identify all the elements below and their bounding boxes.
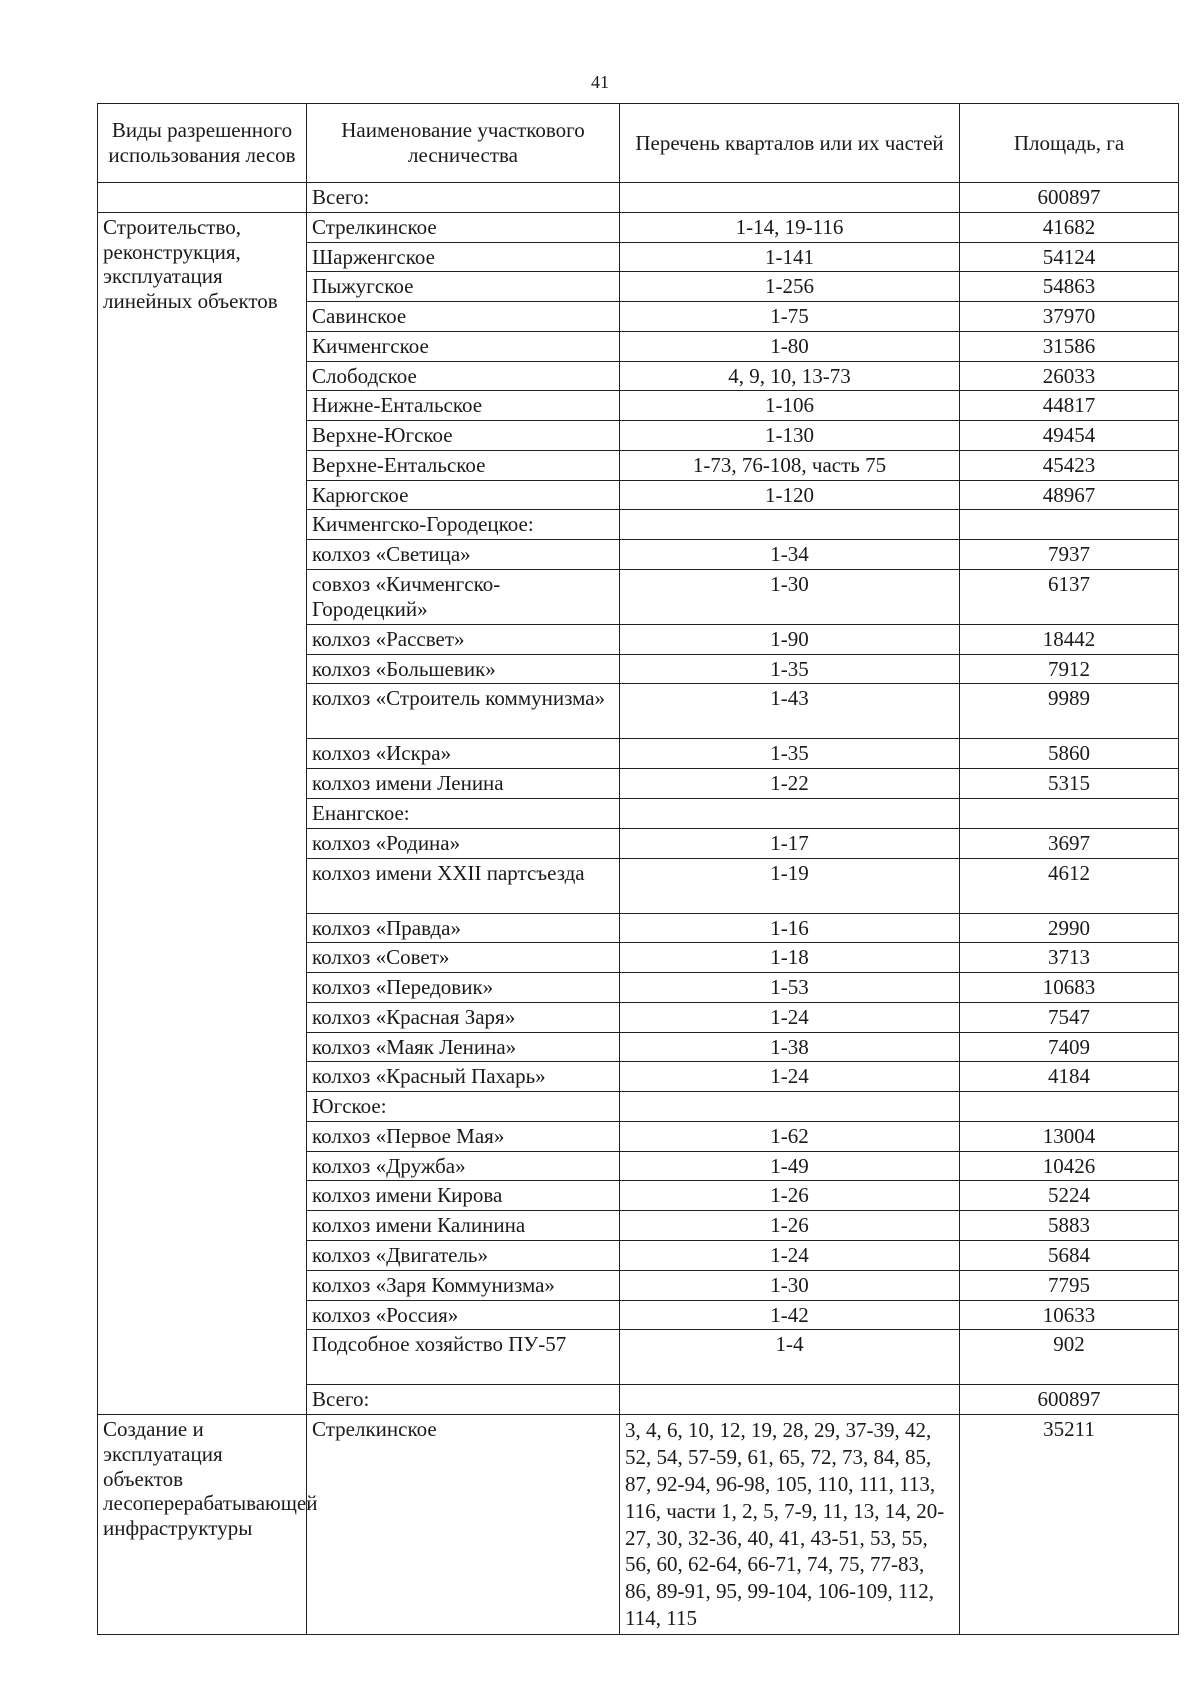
forestry-name-cell: колхоз имени XXII партсъезда: [307, 858, 620, 913]
quarters-cell: 1-26: [620, 1211, 960, 1241]
forestry-name-cell: колхоз имени Калинина: [307, 1211, 620, 1241]
area-cell: 49454: [960, 421, 1179, 451]
page-number: 41: [591, 72, 609, 92]
area-cell: 54124: [960, 242, 1179, 272]
area-cell: 5315: [960, 769, 1179, 799]
area-cell: 18442: [960, 624, 1179, 654]
area-cell: 10426: [960, 1151, 1179, 1181]
quarters-cell: 1-24: [620, 1062, 960, 1092]
area-cell: 48967: [960, 480, 1179, 510]
forestry-name-cell: Енангское:: [307, 799, 620, 829]
forestry-name-cell: колхоз «Россия»: [307, 1300, 620, 1330]
forestry-name-cell: колхоз «Красный Пахарь»: [307, 1062, 620, 1092]
quarters-cell: 4, 9, 10, 13-73: [620, 361, 960, 391]
forestry-name-cell: Югское:: [307, 1092, 620, 1122]
area-cell: 4184: [960, 1062, 1179, 1092]
forestry-name-cell: Верхне-Ентальское: [307, 450, 620, 480]
quarters-cell: 1-26: [620, 1181, 960, 1211]
total-quarters: [620, 183, 960, 213]
area-cell: 35211: [960, 1415, 1179, 1635]
total-row: [98, 183, 1179, 213]
quarters-cell: 1-53: [620, 973, 960, 1003]
table-row: [98, 212, 1179, 242]
forestry-name-cell: колхоз «Светица»: [307, 540, 620, 570]
area-cell: 5883: [960, 1211, 1179, 1241]
area-cell: 44817: [960, 391, 1179, 421]
quarters-cell: 1-80: [620, 331, 960, 361]
area-cell: 7409: [960, 1032, 1179, 1062]
header-quarters: Перечень кварталов или их частей: [620, 104, 960, 183]
area-cell: 7547: [960, 1002, 1179, 1032]
forestry-name-cell: Шарженгское: [307, 242, 620, 272]
quarters-cell: 1-24: [620, 1240, 960, 1270]
quarters-cell: 3, 4, 6, 10, 12, 19, 28, 29, 37-39, 42, 52, 54, 57-59, 61, 65, 72, 73, 84, 85, 87, 92-94, 96-98, 105, 110, 111, 113, 116, части 1, 2, 5, 7-9, 11, 13, 14, 20-27, 30, 32-36, 40, 41, 43-51, 53, 55, 56, 60, 62-64, 66-71, 74, 75, 77-83, 86, 89-91, 95, 99-104, 106-109, 112, 114, 115: [620, 1415, 960, 1635]
area-cell: 37970: [960, 302, 1179, 332]
area-cell: 13004: [960, 1121, 1179, 1151]
area-cell: 7795: [960, 1270, 1179, 1300]
quarters-cell: 1-24: [620, 1002, 960, 1032]
quarters-cell: 1-62: [620, 1121, 960, 1151]
area-cell: 902: [960, 1330, 1179, 1385]
area-cell: 6137: [960, 569, 1179, 624]
quarters-cell: 1-35: [620, 739, 960, 769]
forestry-name-cell: колхоз «Родина»: [307, 828, 620, 858]
forestry-name-cell: колхоз «Красная Заря»: [307, 1002, 620, 1032]
forestry-name-cell: Всего:: [307, 1385, 620, 1415]
forestry-name-cell: Стрелкинское: [307, 212, 620, 242]
header-usage: Виды разрешенного использования лесов: [98, 104, 307, 183]
quarters-cell: 1-75: [620, 302, 960, 332]
quarters-cell: 1-120: [620, 480, 960, 510]
area-cell: 31586: [960, 331, 1179, 361]
area-cell: 26033: [960, 361, 1179, 391]
quarters-cell: 1-18: [620, 943, 960, 973]
forestry-name-cell: колхоз «Совет»: [307, 943, 620, 973]
forestry-name-cell: Кичменгско-Городецкое:: [307, 510, 620, 540]
forestry-name-cell: колхоз «Правда»: [307, 913, 620, 943]
forestry-name-cell: колхоз «Рассвет»: [307, 624, 620, 654]
area-cell: 3697: [960, 828, 1179, 858]
forestry-name-cell: Нижне-Ентальское: [307, 391, 620, 421]
quarters-cell: 1-14, 19-116: [620, 212, 960, 242]
forestry-name-cell: совхоз «Кичменгско-Городецкий»: [307, 569, 620, 624]
quarters-cell: 1-4: [620, 1330, 960, 1385]
forestry-name-cell: Слободское: [307, 361, 620, 391]
table-body: [98, 183, 1179, 1635]
quarters-cell: [620, 1385, 960, 1415]
header-forestry: Наименование участкового лесничества: [307, 104, 620, 183]
area-cell: [960, 1092, 1179, 1122]
area-cell: 7937: [960, 540, 1179, 570]
quarters-cell: [620, 510, 960, 540]
area-cell: 7912: [960, 654, 1179, 684]
area-cell: [960, 510, 1179, 540]
area-cell: 4612: [960, 858, 1179, 913]
quarters-cell: 1-22: [620, 769, 960, 799]
quarters-cell: 1-35: [620, 654, 960, 684]
forestry-name-cell: колхоз «Первое Мая»: [307, 1121, 620, 1151]
forestry-name-cell: колхоз «Передовик»: [307, 973, 620, 1003]
usage-type-cell: Создание и эксплуатация объектов лесоперерабатывающей инфраструктуры: [98, 1415, 307, 1635]
forestry-name-cell: Верхне-Югское: [307, 421, 620, 451]
quarters-cell: 1-141: [620, 242, 960, 272]
header-area: Площадь, га: [960, 104, 1179, 183]
area-cell: 54863: [960, 272, 1179, 302]
area-cell: 5860: [960, 739, 1179, 769]
quarters-cell: 1-17: [620, 828, 960, 858]
area-cell: [960, 799, 1179, 829]
forest-usage-table: [97, 103, 1179, 1635]
forestry-name-cell: Подсобное хозяйство ПУ-57: [307, 1330, 620, 1385]
quarters-cell: [620, 799, 960, 829]
quarters-cell: 1-130: [620, 421, 960, 451]
forestry-name-cell: Савинское: [307, 302, 620, 332]
usage-cell-empty: [98, 183, 307, 213]
forestry-name-cell: колхоз «Заря Коммунизма»: [307, 1270, 620, 1300]
quarters-cell: 1-34: [620, 540, 960, 570]
header-row: [98, 104, 1179, 183]
area-cell: 45423: [960, 450, 1179, 480]
quarters-cell: 1-256: [620, 272, 960, 302]
forestry-name-cell: колхоз имени Кирова: [307, 1181, 620, 1211]
area-cell: 600897: [960, 1385, 1179, 1415]
quarters-cell: 1-19: [620, 858, 960, 913]
quarters-cell: 1-30: [620, 1270, 960, 1300]
quarters-cell: 1-90: [620, 624, 960, 654]
area-cell: 9989: [960, 684, 1179, 739]
table-row: [98, 1415, 1179, 1635]
area-cell: 2990: [960, 913, 1179, 943]
area-cell: 5684: [960, 1240, 1179, 1270]
quarters-cell: 1-49: [620, 1151, 960, 1181]
quarters-cell: 1-106: [620, 391, 960, 421]
quarters-cell: 1-38: [620, 1032, 960, 1062]
forestry-name-cell: колхоз «Строитель коммунизма»: [307, 684, 620, 739]
forestry-name-cell: колхоз «Искра»: [307, 739, 620, 769]
forestry-name-cell: колхоз «Маяк Ленина»: [307, 1032, 620, 1062]
forestry-name-cell: колхоз «Дружба»: [307, 1151, 620, 1181]
forestry-name-cell: Кичменгское: [307, 331, 620, 361]
forestry-name-cell: колхоз «Большевик»: [307, 654, 620, 684]
quarters-cell: [620, 1092, 960, 1122]
total-label: Всего:: [307, 183, 620, 213]
area-cell: 10683: [960, 973, 1179, 1003]
area-cell: 3713: [960, 943, 1179, 973]
forestry-name-cell: Стрелкинское: [307, 1415, 620, 1635]
quarters-cell: 1-16: [620, 913, 960, 943]
quarters-cell: 1-42: [620, 1300, 960, 1330]
usage-type-cell: Строительство, реконструкция, эксплуатация линейных объектов: [98, 212, 307, 1414]
area-cell: 5224: [960, 1181, 1179, 1211]
forestry-name-cell: колхоз «Двигатель»: [307, 1240, 620, 1270]
forestry-name-cell: Пыжугское: [307, 272, 620, 302]
area-cell: 41682: [960, 212, 1179, 242]
total-area: 600897: [960, 183, 1179, 213]
quarters-cell: 1-73, 76-108, часть 75: [620, 450, 960, 480]
quarters-cell: 1-30: [620, 569, 960, 624]
quarters-cell: 1-43: [620, 684, 960, 739]
forestry-name-cell: колхоз имени Ленина: [307, 769, 620, 799]
forestry-name-cell: Карюгское: [307, 480, 620, 510]
area-cell: 10633: [960, 1300, 1179, 1330]
